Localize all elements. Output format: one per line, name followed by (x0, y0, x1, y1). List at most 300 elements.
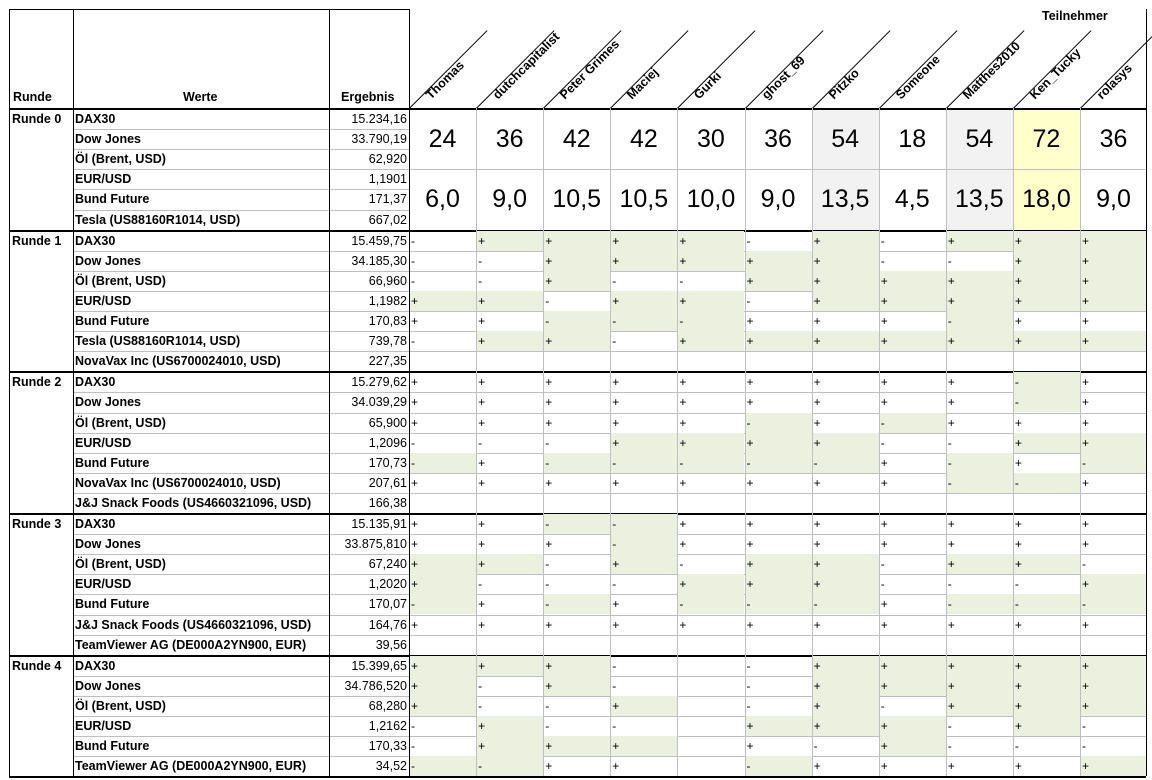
asset-value: 15.459,75 (351, 233, 407, 248)
asset-name: Öl (Brent, USD) (75, 152, 166, 167)
prediction-mark: - (409, 453, 476, 473)
prediction-mark: + (745, 716, 812, 736)
prediction-mark: - (947, 435, 952, 450)
prediction-mark: + (476, 716, 543, 736)
prediction-mark: - (677, 594, 744, 614)
prediction-mark: - (610, 311, 677, 331)
diagonal-line (476, 30, 554, 108)
prediction-mark: - (1014, 577, 1019, 592)
asset-name: Öl (Brent, USD) (75, 698, 166, 713)
diagonal-line (745, 30, 823, 108)
prediction-mark: + (1014, 314, 1022, 328)
grid-line (409, 169, 1146, 170)
diagonal-line (946, 30, 1024, 108)
prediction-mark: + (545, 475, 553, 490)
grid-line (1146, 9, 1147, 776)
prediction-mark: + (1080, 676, 1147, 696)
prediction-mark: - (1080, 453, 1147, 473)
prediction-mark: + (409, 656, 476, 676)
header-ergebnis: Ergebnis (341, 90, 395, 104)
prediction-mark: + (946, 656, 1013, 676)
asset-name: EUR/USD (75, 719, 132, 733)
grid-line (677, 108, 678, 776)
asset-value: 170,73 (368, 455, 407, 470)
prediction-mark: + (812, 331, 879, 351)
participant-name: rolasys (1094, 61, 1135, 102)
prediction-mark: + (812, 433, 879, 453)
prediction-mark: + (879, 716, 946, 736)
score-cell: 13,5 (812, 169, 879, 229)
score-cell: 9,0 (492, 185, 528, 214)
prediction-mark: + (1082, 415, 1090, 430)
prediction-mark: + (610, 554, 677, 574)
round-label: Runde 4 (12, 658, 62, 673)
prediction-mark: + (1080, 291, 1147, 311)
prediction-mark: + (677, 574, 744, 594)
prediction-mark: - (1082, 739, 1086, 754)
prediction-mark: + (1082, 617, 1090, 632)
prediction-mark: + (946, 331, 1013, 351)
asset-value: 207,61 (368, 475, 407, 490)
prediction-mark: + (1080, 656, 1147, 676)
prediction-mark: - (543, 514, 610, 534)
prediction-mark: + (879, 271, 946, 291)
asset-name: J&J Snack Foods (US4660321096, USD) (75, 617, 312, 632)
points-cell: 36 (764, 125, 792, 153)
prediction-mark: + (677, 291, 744, 311)
prediction-mark: + (946, 231, 1013, 251)
prediction-mark: - (1013, 594, 1080, 614)
participant-name: ghost_69 (758, 53, 808, 102)
prediction-mark: + (478, 537, 486, 552)
prediction-mark: - (545, 719, 550, 733)
prediction-mark: - (947, 577, 952, 592)
header-runde: Runde (13, 90, 52, 104)
asset-value: 67,240 (368, 557, 407, 572)
asset-name: Dow Jones (75, 537, 141, 552)
asset-value: 1,2096 (368, 435, 407, 450)
prediction-mark: + (880, 395, 888, 410)
asset-name: Dow Jones (75, 253, 141, 268)
prediction-mark: + (745, 331, 812, 351)
prediction-mark: + (1014, 537, 1022, 552)
prediction-mark: + (746, 617, 754, 632)
participant-name: Thomas (423, 58, 467, 102)
prediction-mark: - (1014, 739, 1019, 754)
asset-value: 33.875,810 (344, 537, 407, 552)
prediction-mark: - (411, 435, 415, 450)
prediction-mark: + (746, 739, 754, 754)
prediction-mark: + (476, 656, 543, 676)
asset-name: Tesla (US88160R1014, USD) (75, 334, 241, 349)
prediction-mark: - (880, 435, 885, 450)
asset-value: 68,280 (368, 698, 407, 713)
prediction-mark: - (746, 293, 751, 308)
grid-line (1013, 108, 1014, 776)
points-cell: 18 (898, 125, 927, 153)
prediction-mark: + (812, 574, 879, 594)
prediction-mark: + (409, 696, 476, 716)
asset-value: 33.790,19 (351, 132, 407, 147)
points-cell: 36 (495, 125, 524, 153)
prediction-mark: + (745, 554, 812, 574)
prediction-mark (677, 696, 744, 716)
asset-name: DAX30 (75, 112, 116, 126)
score-cell: 10,0 (686, 185, 736, 214)
asset-value: 667,02 (368, 212, 407, 227)
prediction-mark: + (879, 736, 946, 756)
prediction-mark: - (478, 698, 483, 713)
grid-line (879, 108, 880, 776)
grid-line (543, 108, 544, 776)
prediction-mark: + (947, 517, 955, 531)
prediction-mark: + (476, 554, 543, 574)
prediction-mark: - (880, 577, 885, 592)
asset-name: Tesla (US88160R1014, USD) (75, 212, 241, 227)
prediction-mark: + (745, 251, 812, 271)
prediction-mark: + (812, 676, 879, 696)
prediction-mark: + (677, 251, 744, 271)
grid-line (1080, 108, 1081, 776)
prediction-mark: + (1014, 455, 1022, 470)
asset-name: EUR/USD (75, 172, 132, 187)
prediction-mark: + (746, 395, 754, 410)
prediction-mark: - (409, 756, 476, 776)
prediction-mark: + (610, 291, 677, 311)
asset-value: 1,2020 (368, 577, 407, 592)
prediction-mark: + (677, 433, 744, 453)
prediction-mark: - (612, 719, 617, 733)
prediction-mark: + (812, 231, 879, 251)
prediction-mark: + (812, 716, 879, 736)
asset-value: 170,83 (368, 314, 407, 328)
prediction-mark: + (543, 676, 610, 696)
asset-name: Bund Future (75, 597, 150, 612)
prediction-mark: + (411, 617, 419, 632)
prediction-mark: + (409, 676, 476, 696)
prediction-mark: - (880, 233, 885, 248)
prediction-mark: + (1013, 291, 1080, 311)
prediction-mark: + (746, 537, 754, 552)
asset-name: Öl (Brent, USD) (75, 273, 166, 288)
prediction-mark: - (543, 311, 610, 331)
prediction-mark: + (543, 251, 610, 271)
asset-value: 62,920 (368, 152, 407, 167)
prediction-mark: + (812, 656, 879, 676)
prediction-mark: + (1013, 554, 1080, 574)
prediction-mark: + (879, 331, 946, 351)
prediction-mark: - (947, 253, 952, 268)
round-label: Runde 3 (12, 517, 62, 531)
prediction-mark: - (745, 756, 812, 776)
prediction-mark: + (543, 656, 610, 676)
asset-name: J&J Snack Foods (US4660321096, USD) (75, 495, 312, 510)
prediction-mark: + (679, 415, 687, 430)
prediction-mark: + (879, 656, 946, 676)
asset-name: EUR/USD (75, 577, 132, 592)
asset-value: 1,1982 (368, 293, 407, 308)
prediction-mark: + (679, 517, 687, 531)
prediction-mark: + (543, 331, 610, 351)
asset-name: EUR/USD (75, 293, 132, 308)
asset-value: 170,07 (368, 597, 407, 612)
asset-name: DAX30 (75, 658, 116, 673)
diagonal-line (879, 30, 957, 108)
asset-name: Dow Jones (75, 132, 141, 147)
asset-name: NovaVax Inc (US6700024010, USD) (75, 475, 281, 490)
prediction-mark: - (478, 678, 483, 693)
prediction-mark: + (880, 314, 888, 328)
prediction-mark: + (1013, 656, 1080, 676)
grid-line (329, 9, 330, 776)
prediction-mark: + (1013, 433, 1080, 453)
points-cell: 30 (697, 125, 725, 153)
prediction-mark: + (679, 375, 687, 390)
score-cell: 6,0 (425, 185, 460, 214)
prediction-mark: + (879, 291, 946, 311)
asset-value: 15.279,62 (351, 375, 407, 390)
prediction-mark: + (880, 475, 888, 490)
prediction-mark: + (478, 395, 486, 410)
participant-name: Matthes2010 (959, 39, 1023, 102)
prediction-mark: - (880, 698, 885, 713)
grid-line (812, 108, 813, 776)
participant-name: Pitzko (825, 66, 862, 102)
prediction-mark: + (946, 676, 1013, 696)
prediction-mark: - (610, 534, 677, 554)
prediction-mark: + (1080, 251, 1147, 271)
prediction-mark: - (476, 756, 543, 776)
asset-name: Bund Future (75, 739, 150, 754)
points-cell: 54 (812, 109, 879, 169)
prediction-mark: + (813, 759, 821, 774)
prediction-mark: + (478, 617, 486, 632)
prediction-mark: - (612, 658, 617, 673)
prediction-mark: + (947, 617, 955, 632)
score-cell: 4,5 (894, 185, 930, 214)
prediction-mark: + (746, 314, 754, 328)
prediction-mark: + (880, 537, 888, 552)
prediction-mark: + (813, 617, 821, 632)
prediction-mark: - (746, 658, 751, 673)
prediction-mark: + (409, 554, 476, 574)
prediction-mark: + (545, 415, 553, 430)
prediction-mark: + (745, 574, 812, 594)
prediction-mark: + (946, 696, 1013, 716)
prediction-mark: + (411, 517, 419, 531)
prediction-mark: + (478, 415, 486, 430)
prediction-mark: + (947, 415, 955, 430)
asset-value: 15.135,91 (351, 517, 407, 531)
grid-line (610, 108, 611, 776)
prediction-mark: - (813, 739, 818, 754)
header-werte: Werte (183, 90, 218, 104)
prediction-mark: - (543, 453, 610, 473)
prediction-mark: + (411, 375, 419, 390)
prediction-mark: + (478, 455, 486, 470)
score-cell: 10,5 (552, 185, 602, 214)
prediction-mark: + (1082, 314, 1090, 328)
prediction-mark: - (1013, 372, 1080, 392)
asset-value: 34,52 (375, 759, 407, 774)
score-cell: 10,5 (619, 185, 669, 214)
prediction-mark: + (1013, 231, 1080, 251)
prediction-mark: + (947, 395, 955, 410)
prediction-mark: + (1080, 696, 1147, 716)
prediction-mark: + (1080, 433, 1147, 453)
prediction-mark: - (746, 698, 751, 713)
prediction-mark: - (1013, 473, 1080, 493)
asset-value: 170,33 (368, 739, 407, 754)
participant-name: Someone (892, 52, 943, 102)
prediction-mark: + (1080, 574, 1147, 594)
asset-value: 1,1901 (368, 172, 407, 187)
asset-name: TeamViewer AG (DE000A2YN900, EUR) (75, 637, 307, 652)
prediction-mark: + (1082, 475, 1090, 490)
prediction-mark: + (880, 597, 888, 612)
prediction-mark: - (545, 435, 550, 450)
asset-value: 166,38 (368, 495, 407, 510)
prediction-mark: - (612, 678, 617, 693)
prediction-mark: + (545, 395, 553, 410)
prediction-mark: + (476, 231, 543, 251)
prediction-mark: - (478, 577, 483, 592)
prediction-mark: + (1014, 517, 1022, 531)
points-cell: 42 (629, 125, 658, 153)
points-cell: 24 (428, 125, 457, 153)
prediction-mark: + (745, 433, 812, 453)
prediction-mark: + (610, 433, 677, 453)
prediction-mark: - (812, 594, 879, 614)
prediction-mark: - (411, 739, 415, 754)
prediction-mark: + (813, 415, 821, 430)
prediction-mark: + (476, 291, 543, 311)
asset-name: DAX30 (75, 517, 116, 531)
prediction-mark: + (812, 251, 879, 271)
prediction-mark: + (612, 759, 620, 774)
prediction-mark: + (478, 475, 486, 490)
prediction-mark: - (946, 311, 1013, 331)
prediction-mark: + (813, 537, 821, 552)
prediction-mark: + (478, 314, 486, 328)
prediction-mark: + (612, 475, 620, 490)
prediction-mark: + (677, 331, 744, 351)
prediction-mark: - (411, 273, 415, 288)
diagonal-line (409, 30, 487, 108)
prediction-mark: + (679, 395, 687, 410)
prediction-mark: + (880, 617, 888, 632)
score-cell: 13,5 (946, 169, 1013, 229)
prediction-mark: - (612, 577, 617, 592)
prediction-mark: + (746, 475, 754, 490)
prediction-mark: - (411, 719, 415, 733)
asset-value: 66,960 (368, 273, 407, 288)
asset-name: Bund Future (75, 314, 150, 328)
prediction-mark: + (545, 537, 553, 552)
header-teilnehmer: Teilnehmer (1042, 9, 1108, 23)
asset-name: DAX30 (75, 375, 116, 390)
prediction-mark: + (746, 517, 754, 531)
prediction-mark: + (813, 395, 821, 410)
prediction-mark: + (1013, 251, 1080, 271)
asset-name: NovaVax Inc (US6700024010, USD) (75, 354, 281, 369)
prediction-mark: + (545, 375, 553, 390)
asset-value: 164,76 (368, 617, 407, 632)
prediction-mark: - (1082, 719, 1086, 733)
asset-value: 65,900 (368, 415, 407, 430)
prediction-mark: + (545, 617, 553, 632)
prediction-mark: + (812, 271, 879, 291)
prediction-mark: - (947, 719, 952, 733)
diagonal-line (1013, 30, 1091, 108)
prediction-mark: - (677, 311, 744, 331)
prediction-mark: + (1014, 415, 1022, 430)
prediction-mark: + (1082, 517, 1090, 531)
prediction-mark: + (409, 291, 476, 311)
prediction-mark: - (610, 453, 677, 473)
prediction-mark: + (1082, 537, 1090, 552)
score-cell: 9,0 (1096, 185, 1131, 214)
prediction-mark: + (880, 455, 888, 470)
prediction-mark: + (880, 375, 888, 390)
grid-line (9, 9, 409, 10)
prediction-mark: - (946, 594, 1013, 614)
prediction-mark: + (545, 759, 553, 774)
grid-line (9, 776, 1146, 778)
prediction-mark: + (411, 395, 419, 410)
prediction-mark: - (543, 594, 610, 614)
prediction-mark: - (947, 739, 952, 754)
prediction-mark: + (612, 395, 620, 410)
prediction-mark: + (746, 375, 754, 390)
points-cell: 42 (562, 125, 591, 153)
asset-value: 15.234,16 (351, 112, 407, 126)
prediction-mark: + (1013, 331, 1080, 351)
prediction-mark: + (409, 574, 476, 594)
asset-value: 39,56 (375, 637, 407, 652)
asset-name: Bund Future (75, 455, 150, 470)
prediction-mark: - (677, 453, 744, 473)
diagonal-line (610, 30, 688, 108)
prediction-mark: + (1080, 331, 1147, 351)
prediction-mark: + (612, 375, 620, 390)
prediction-mark: - (745, 413, 812, 433)
prediction-mark: + (880, 759, 888, 774)
asset-value: 34.039,29 (351, 395, 407, 410)
prediction-mark: + (1080, 756, 1147, 776)
prediction-mark: + (1082, 375, 1090, 390)
asset-name: Öl (Brent, USD) (75, 415, 166, 430)
prediction-mark: - (879, 413, 946, 433)
prediction-mark: + (679, 617, 687, 632)
prediction-mark: + (1014, 617, 1022, 632)
prediction-mark: + (612, 617, 620, 632)
points-cell: 72 (1013, 109, 1080, 169)
prediction-mark: + (947, 759, 955, 774)
prediction-mark: - (411, 334, 415, 349)
score-cell: 9,0 (760, 185, 796, 214)
prediction-mark: + (543, 736, 610, 756)
prediction-mark: + (812, 291, 879, 311)
prediction-mark: + (1013, 271, 1080, 291)
prediction-mark: - (880, 557, 885, 572)
grid-line (9, 9, 10, 776)
participant-name: Maciej (624, 65, 662, 102)
prediction-mark (677, 716, 744, 736)
prediction-mark: - (880, 253, 885, 268)
points-cell: 54 (946, 109, 1013, 169)
prediction-mark: + (677, 231, 744, 251)
